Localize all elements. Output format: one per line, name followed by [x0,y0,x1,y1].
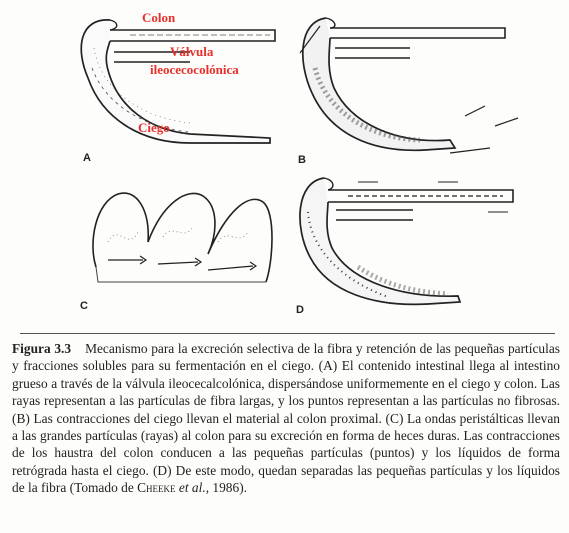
panel-a-letter: A [83,152,91,164]
label-valvula-line1: Válvula [170,44,214,59]
panel-d-illustration [288,172,528,322]
caption-divider [20,333,555,334]
panel-b-letter: B [298,154,306,166]
panel-a-diagram [70,8,280,164]
panel-b-illustration [290,8,520,168]
caption-body: Mecanismo para la excreción selectiva de la fibra y retención de las pequeñas partículas y fracciones solubles para su fermentación en el ciego. (A) El contenido intestinal llega al intestino grueso a través de la válvula ileocecalcolónica, dispersándose uniformemente en el ciego y colon. Las rayas representan a las partículas de fibra largas, y los puntos representan a las partículas no fibrosas. (B) Las contracciones del ciego llevan el material al colon proximal. (C) La ondas peristálticas llevan a las grandes partículas (rayas) al colon para su excreción en forma de heces duras. Las contracciones de los haustra del colon conducen a las pequeñas partículas (puntos) y los líquidos de forma retrógrada hasta el ciego. (D) De este modo, quedan separadas las pequeñas partículas y los líquidos de la fibra (Tomado de [12,341,560,496]
panel-a-illustration [70,8,280,158]
panel-b-diagram [290,8,520,168]
caption-year: 1986). [212,480,247,496]
caption-et-al: et al., [178,480,210,496]
label-ciego: Ciego [138,120,170,135]
label-valvula-line2: ileocecocolónica [150,62,239,77]
panel-d-diagram [288,172,528,322]
figure-caption [12,340,560,497]
caption-author: Cheeke [137,480,176,496]
panel-d-letter: D [296,304,304,316]
panel-c-letter: C [80,300,88,312]
figure-number: Figura 3.3 [12,341,72,356]
label-colon: Colon [142,10,176,25]
panel-c-diagram [78,182,278,312]
panel-c-illustration [78,182,278,292]
